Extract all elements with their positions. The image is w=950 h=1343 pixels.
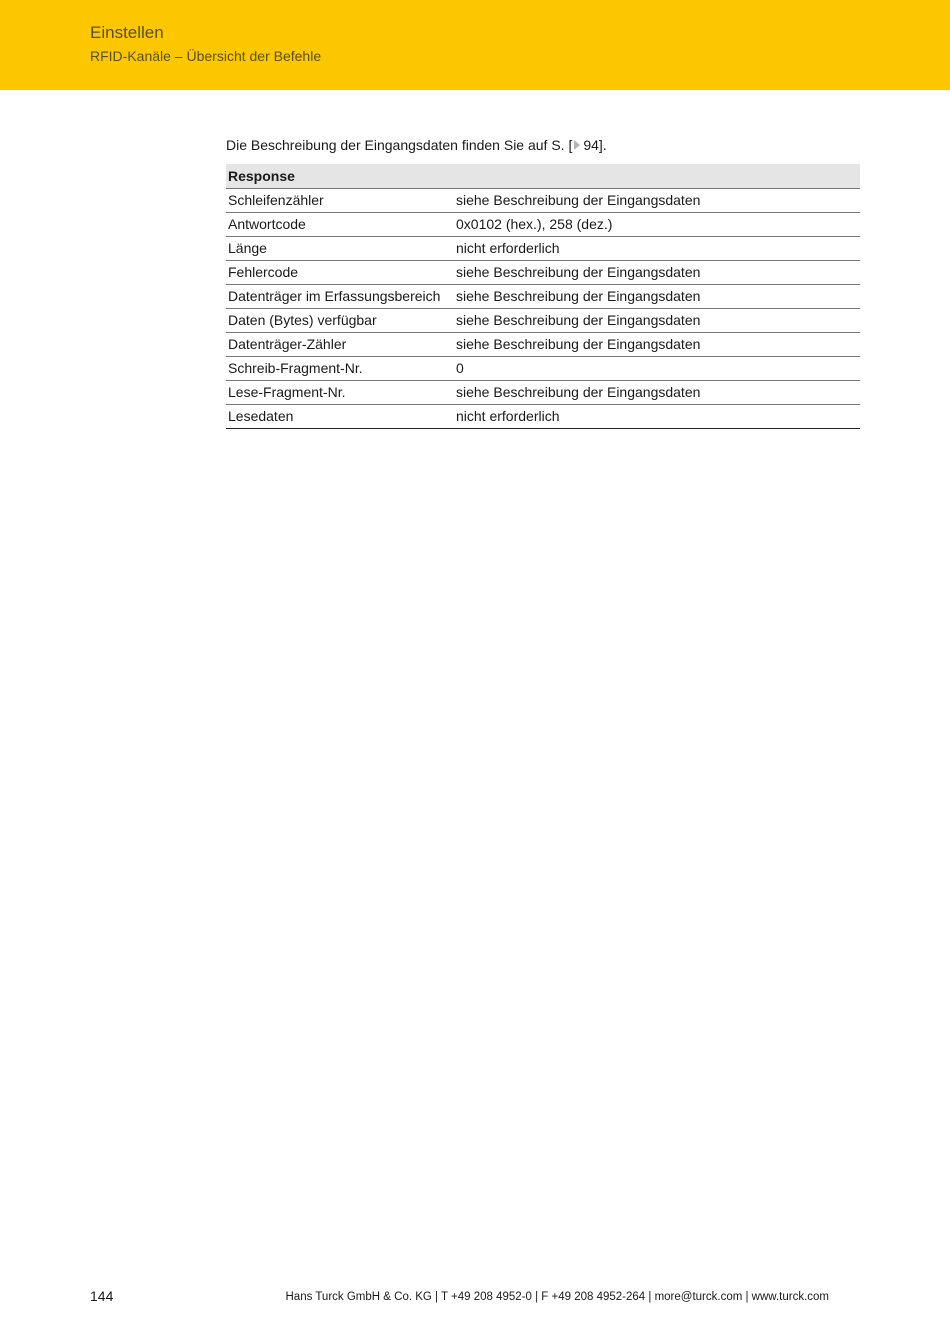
intro-text-end: ]. (598, 137, 607, 153)
row-label: Schreib-Fragment-Nr. (226, 357, 454, 381)
row-label: Antwortcode (226, 213, 454, 237)
row-label: Lese-Fragment-Nr. (226, 381, 454, 405)
table-row (226, 213, 860, 237)
row-label: Fehlercode (226, 261, 454, 285)
header-band (0, 0, 950, 90)
row-value: siehe Beschreibung der Eingangsdaten (454, 285, 860, 309)
row-label: Länge (226, 237, 454, 261)
row-value: siehe Beschreibung der Eingangsdaten (454, 309, 860, 333)
row-value: siehe Beschreibung der Eingangsdaten (454, 381, 860, 405)
row-label: Schleifenzähler (226, 189, 454, 213)
table-row (226, 237, 860, 261)
table-header-row (226, 164, 860, 189)
row-value: siehe Beschreibung der Eingangsdaten (454, 189, 860, 213)
table-row (226, 309, 860, 333)
row-label: Daten (Bytes) verfügbar (226, 309, 454, 333)
table-row (226, 189, 860, 213)
table-header: Response (226, 164, 860, 189)
page-reference-arrow-icon (574, 140, 580, 150)
table-row (226, 261, 860, 285)
footer-contact: Hans Turck GmbH & Co. KG | T +49 208 4952-0 | F +49 208 4952-264 | more@turck.com | www.turck.com (285, 1291, 829, 1303)
row-value: nicht erforderlich (454, 237, 860, 261)
table-row (226, 285, 860, 309)
page-reference-link[interactable]: 94 (583, 137, 599, 153)
table-row (226, 381, 860, 405)
row-value: siehe Beschreibung der Eingangsdaten (454, 261, 860, 285)
page-number: 144 (90, 1288, 114, 1304)
table-row (226, 333, 860, 357)
row-value: 0x0102 (hex.), 258 (dez.) (454, 213, 860, 237)
row-label: Datenträger-Zähler (226, 333, 454, 357)
section-subtitle: RFID-Kanäle – Übersicht der Befehle (90, 48, 322, 64)
chapter-title: Einstellen (90, 23, 164, 42)
row-value: nicht erforderlich (454, 405, 860, 429)
row-label: Lesedaten (226, 405, 454, 429)
table-row (226, 357, 860, 381)
intro-paragraph (226, 136, 607, 154)
row-value: siehe Beschreibung der Eingangsdaten (454, 333, 860, 357)
row-value: 0 (454, 357, 860, 381)
row-label: Datenträger im Erfassungsbereich (226, 285, 454, 309)
response-table (226, 164, 860, 429)
table-row (226, 405, 860, 429)
intro-text: Die Beschreibung der Eingangsdaten finden Sie auf S. [ (226, 137, 573, 153)
